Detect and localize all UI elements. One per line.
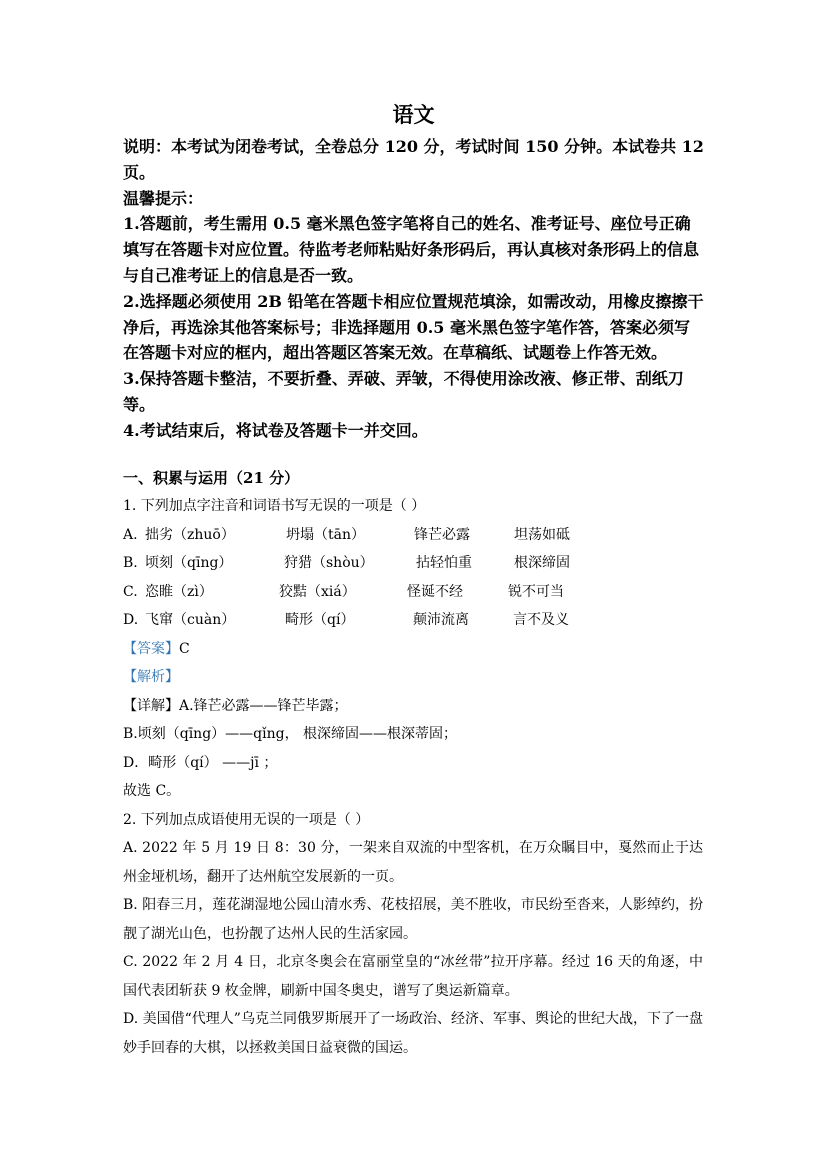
option-term: 颠沛流离 bbox=[413, 612, 469, 628]
tip-item: 1.答题前，考生需用 0.5 毫米黑色签字笔将自己的姓名、准考证号、座位号正确填写在答题卡对应位置。待监考老师粘贴好条形码后，再认真核对条形码上的信息与自己准考证上的信息是否一致。 bbox=[123, 214, 700, 285]
option-term: 坍塌（tān） bbox=[286, 526, 365, 543]
analysis-detail: B.顷刻（qīng）——qǐng， 根深缔固——根深蒂固； bbox=[123, 726, 458, 742]
option-term: 拈轻怕重 bbox=[416, 555, 472, 571]
option-term: 锋芒必露 bbox=[414, 526, 470, 543]
section-heading: 一、积累与运用（21 分） bbox=[123, 469, 300, 487]
analysis-detail: 【详解】A.锋芒必露——锋芒毕露； bbox=[123, 697, 348, 714]
option-label: C. bbox=[123, 583, 138, 600]
option-term: 言不及义 bbox=[513, 612, 569, 628]
question-1-stem: 1. 下列加点字注音和词语书写无误的一项是（ ） bbox=[123, 498, 426, 514]
question-body bbox=[123, 492, 703, 1062]
question-2-option-b: B. 阳春三月，莲花湖湿地公园山清水秀、花枝招展，美不胜收，市民纷至沓来，人影绰约，扮靓了湖光山色，也扮靓了达州人民的生活家园。 bbox=[123, 897, 703, 942]
option-term: 恣睢（zì） bbox=[145, 583, 213, 600]
option-label: A. bbox=[123, 526, 138, 543]
option-term: 怪诞不经 bbox=[407, 583, 463, 600]
answer-line bbox=[123, 635, 703, 664]
option-term: 根深缔固 bbox=[514, 555, 570, 571]
answer-tag: 【答案】 bbox=[123, 640, 179, 657]
option-term: 飞窜（cuàn） bbox=[145, 612, 236, 628]
question-2-option-a: A. 2022 年 5 月 19 日 8：30 分，一架来自双流的中型客机，在万众瞩目中，戛然而止于达州金垭机场，翻开了达州航空发展新的一页。 bbox=[123, 840, 703, 885]
analysis-conclusion: 故选 C。 bbox=[123, 783, 181, 799]
question-1-option-d bbox=[123, 606, 703, 635]
question-2-option-d: D. 美国借“代理人”乌克兰同俄罗斯展开了一场政治、经济、军事、舆论的世纪大战，下了一盘妙手回春的大棋，以拯救美国日益衰微的国运。 bbox=[123, 1011, 703, 1056]
option-label: B. bbox=[123, 555, 138, 571]
tip-item: 2.选择题必须使用 2B 铅笔在答题卡相应位置规范填涂，如需改动，用橡皮擦擦干净后，再选涂其他答案标号；非选择题用 0.5 毫米黑色签字笔作答，答案必须写在答题卡对应的框内，超出答题区答案无效。在草稿纸、试题卷上作答无效。 bbox=[123, 291, 704, 363]
tips-title: 温馨提示： bbox=[123, 188, 204, 208]
option-term: 锐不可当 bbox=[508, 583, 564, 600]
option-term: 狡黠（xiá） bbox=[279, 583, 356, 600]
page-title: 语文 bbox=[392, 102, 435, 127]
question-2-stem: 2. 下列加点成语使用无误的一项是（ ） bbox=[123, 811, 370, 828]
analysis-detail: D．畸形（qí） ——jī ； bbox=[123, 754, 278, 771]
option-term: 狩猎（shòu） bbox=[284, 555, 374, 571]
exam-instructions bbox=[123, 134, 705, 444]
option-term: 拙劣（zhuō） bbox=[145, 526, 235, 543]
option-term: 顷刻（qīng） bbox=[145, 555, 233, 571]
question-1-option-a bbox=[123, 521, 703, 550]
option-label: D. bbox=[123, 612, 139, 628]
exam-note: 说明：本考试为闭卷考试，全卷总分 120 分，考试时间 150 分钟。本试卷共 12 页。 bbox=[123, 137, 704, 182]
question-1-option-c bbox=[123, 578, 703, 607]
question-1-option-b bbox=[123, 549, 703, 578]
option-term: 畸形（qí） bbox=[285, 612, 355, 628]
option-term: 坦荡如砥 bbox=[514, 526, 570, 543]
question-2-option-c: C. 2022 年 2 月 4 日，北京冬奥会在富丽堂皇的“冰丝带”拉开序幕。经过 16 天的角逐，中国代表团斩获 9 枚金牌，刷新中国冬奥史，谱写了奥运新篇章。 bbox=[123, 954, 703, 999]
tip-item: 4.考试结束后，将试卷及答题卡一并交回。 bbox=[123, 420, 428, 440]
answer-value: C bbox=[179, 640, 190, 657]
analysis-tag: 【解析】 bbox=[123, 669, 179, 685]
tip-item: 3.保持答题卡整洁，不要折叠、弄破、弄皱，不得使用涂改液、修正带、刮纸刀等。 bbox=[123, 369, 684, 414]
